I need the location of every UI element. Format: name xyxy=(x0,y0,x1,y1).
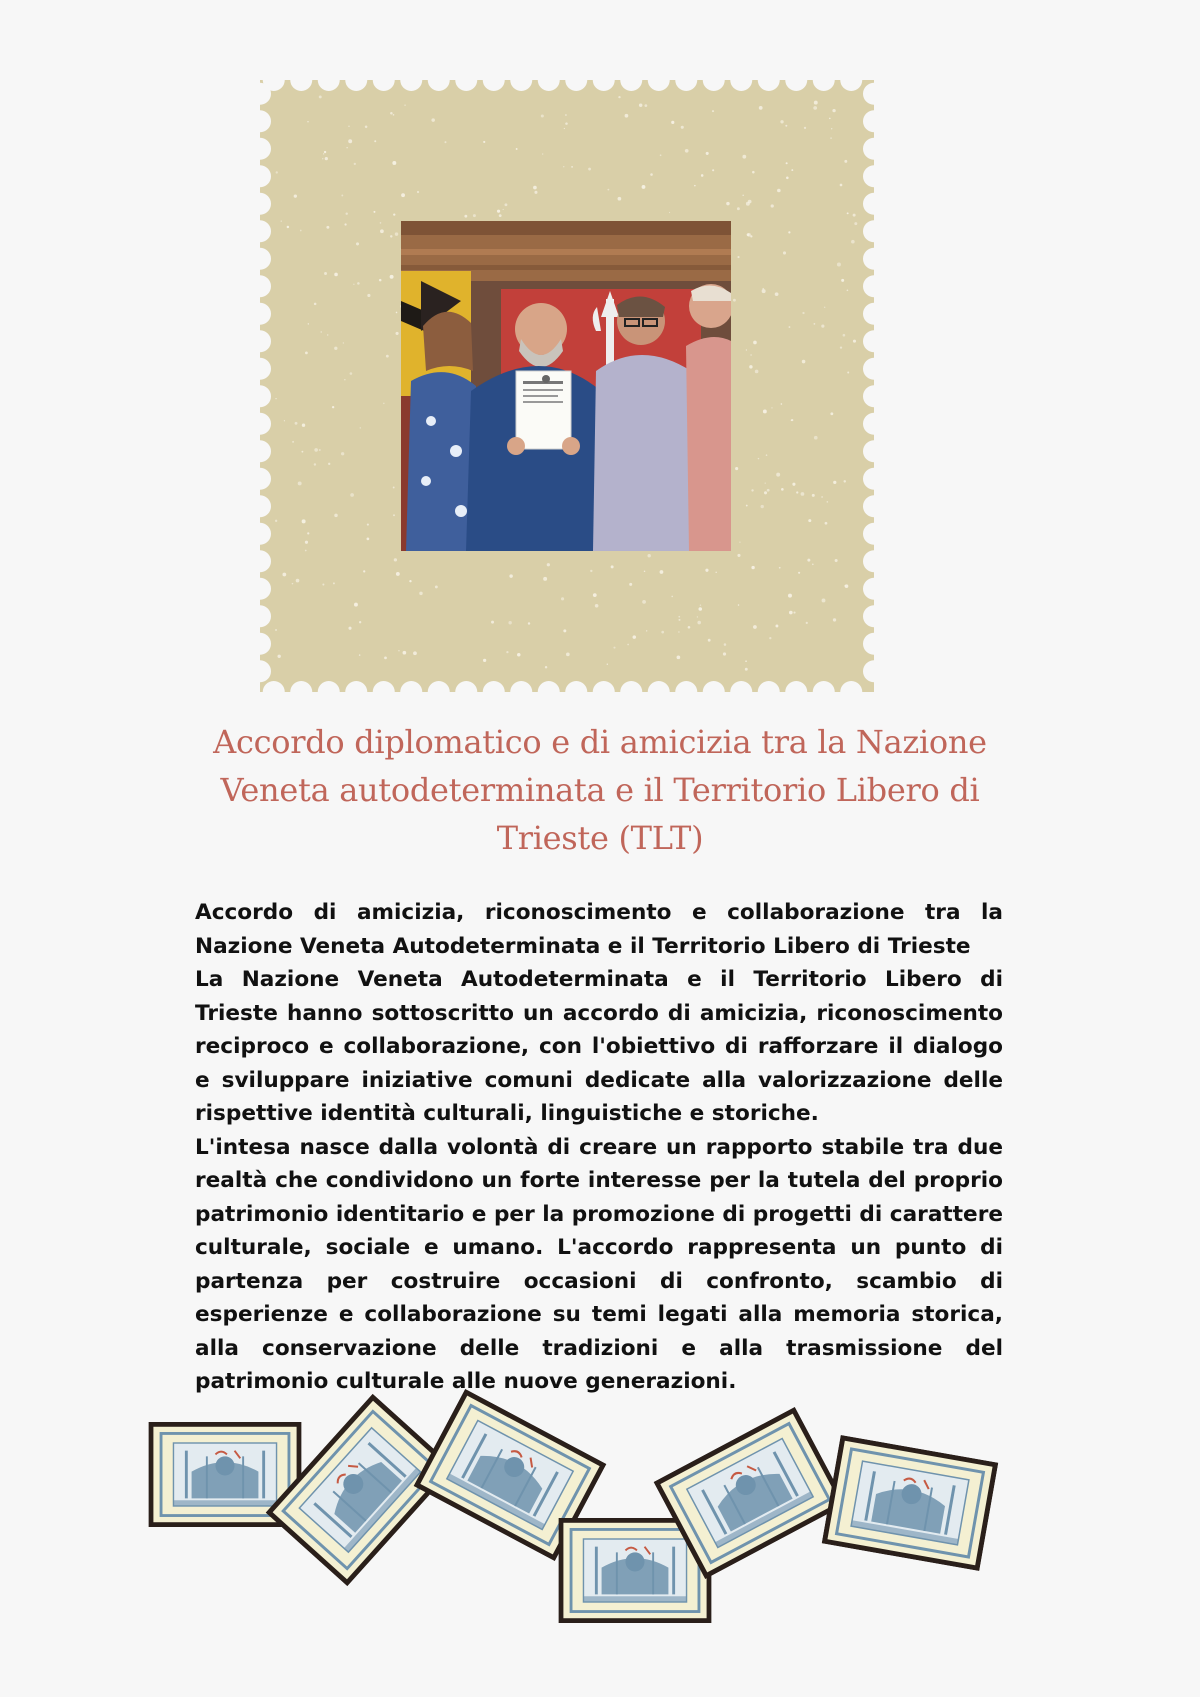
article-body xyxy=(195,896,1003,1399)
group-photo xyxy=(401,221,731,551)
title-line-3: Trieste (TLT) xyxy=(496,819,704,857)
article-title xyxy=(200,718,1000,862)
body-paragraph-2: L'intesa nasce dalla volontà di creare un rapporto stabile tra due realtà che condividono un forte interesse per la tutela del proprio patrimonio identitario e per la promozione di progetti di carattere culturale, sociale e umano. L'accordo rappresenta un punto di partenza per costruire occasioni di confronto, scambio di esperienze e collaborazione su temi legati alla memoria storica, alla conservazione delle tradizioni e alla trasmissione del patrimonio culturale alle nuove generazioni. xyxy=(195,1134,1003,1394)
decorative-stamp-icon xyxy=(822,1435,999,1571)
title-line-1: Accordo diplomatico e di amicizia tra la Nazione xyxy=(213,723,987,761)
group-photo-illustration xyxy=(401,221,731,551)
body-heading: Accordo di amicizia, riconoscimento e collaborazione tra la Nazione Veneta Autodeterminata e il Territorio Libero di Trieste xyxy=(195,900,1003,959)
body-paragraph-1: La Nazione Veneta Autodeterminata e il Territorio Libero di Trieste hanno sottoscritto un accordo di amicizia, riconoscimento reciproco e collaborazione, con l'obiettivo di rafforzare il dialogo e sviluppare iniziative comuni dedicate alla valorizzazione delle rispettive identità culturali, linguistiche e storiche. xyxy=(195,967,1003,1126)
decorative-stamps xyxy=(130,1390,1030,1690)
title-line-2: Veneta autodeterminata e il Territorio Libero di xyxy=(220,771,980,809)
